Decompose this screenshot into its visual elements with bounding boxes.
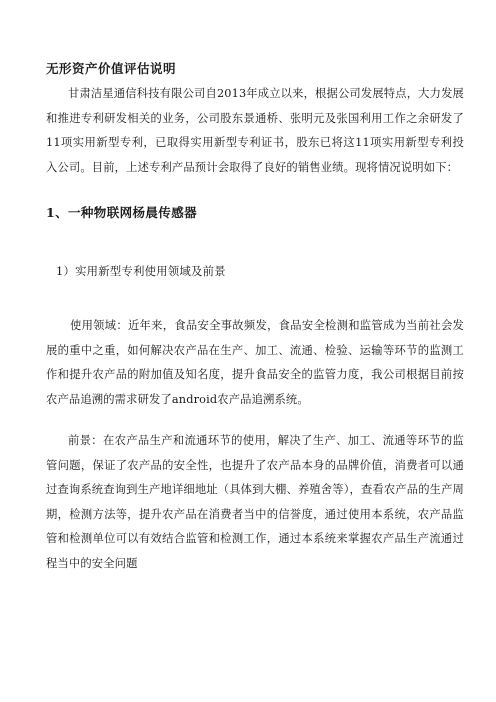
prospect-paragraph: 前景：在农产品生产和流通环节的使用，解决了生产、加工、流通等环节的监管问题，保证了农产品的安全性，也提升了农产品本身的品牌价值，消费者可以通过查询系统查询到生产地详细地址（具体到大棚、养殖舍等），查看农产品的生产周期，检测方法等，提升农产品在消费者当中的信誉度，通过使用本系统，农产品监管和检测单位可以有效结合监管和检测工作，通过本系统来掌握农产品生产流通过程当中的安全问题 — [46, 434, 464, 570]
section-heading: 1、一种物联网杨晨传感器 — [46, 205, 197, 220]
usage-paragraph: 使用领域：近年来，食品安全事故频发，食品安全检测和监管成为当前社会发展的重中之重，如何解决农产品在生产、加工、流通、检验、运输等环节的监测工作和提升农产品的附加值及知名度，提升食品安全的监管力度，我公司根据目前按农产品追溯的需求研发了android农产品追溯系统。 — [46, 319, 464, 406]
document-title: 无形资产价值评估说明 — [46, 61, 177, 76]
sub-heading: 1）实用新型专利使用领域及前景 — [56, 265, 226, 278]
intro-paragraph: 甘肃洁星通信科技有限公司自2013年成立以来，根据公司发展特点，大力发展和推进专利研发相关的业务，公司股东景通桥、张明元及张国利用工作之余研发了 11项实用新型专利，已取得实用新型专利证书，股东已将这11项实用新型专利投入公司。目前，上述专利产品预计会取得了良好的销售业绩。现将情况说明如下： — [46, 87, 464, 174]
